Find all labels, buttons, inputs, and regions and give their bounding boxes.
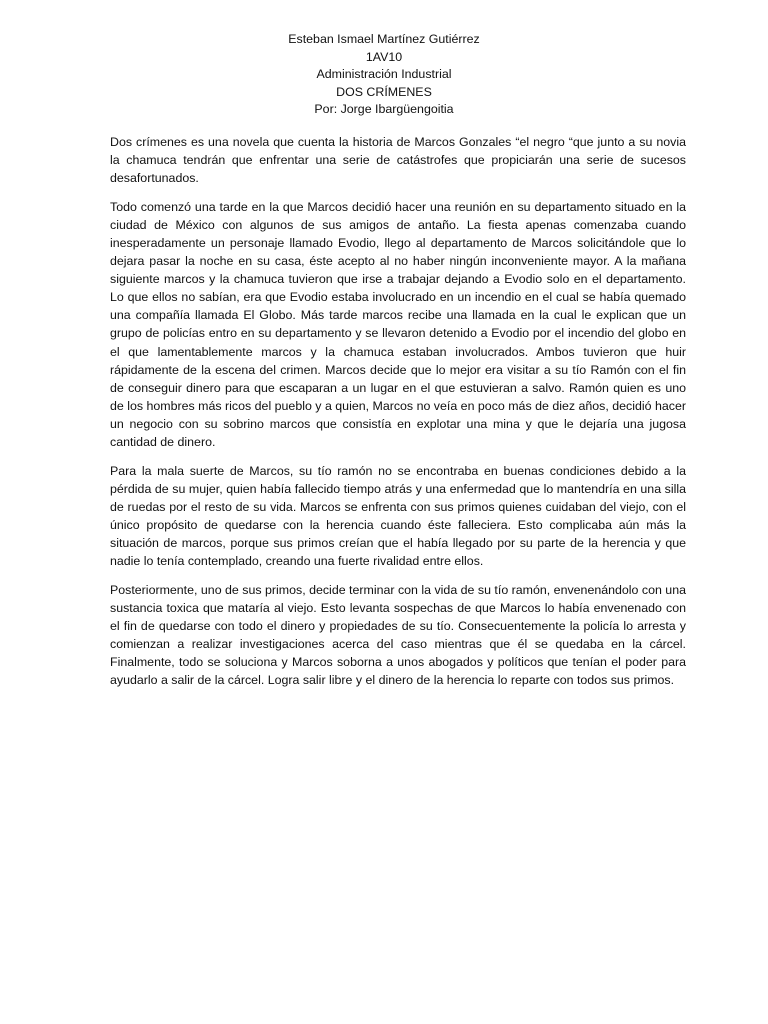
group-code: 1AV10 <box>365 49 403 64</box>
document-header <box>0 31 768 119</box>
paragraph-1: Dos crímenes es una novela que cuenta la historia de Marcos Gonzales “el negro “que junto a su novia la chamuca tendrán que enfrentar una serie de catástrofes que propiciarán una serie de sucesos desafortunados. <box>110 135 686 186</box>
program-name: Administración Industrial <box>316 67 452 81</box>
document-title: DOS CRÍMENES <box>336 84 432 99</box>
document-body <box>110 133 686 700</box>
paragraph-2: Todo comenzó una tarde en la que Marcos decidió hacer una reunión en su departamento situado en la ciudad de México con algunos de sus amigos de antaño. La fiesta apenas comenzaba cuando inesperadamente un personaje llamado Evodio, llego al departamento de Marcos solicitándole que lo dejara pasar la noche en su casa, éste acepto al no haber ningún inconveniente mayor. A la mañana siguiente marcos y la chamuca tuvieron que irse a trabajar dejando a Evodio solo en el departamento. Lo que ellos no sabían, era que Evodio estaba involucrado en un incendio en el cual se había quemado una compañía llamada El Globo. Más tarde marcos recibe una llamada en la cual le explican que un grupo de policías entro en su departamento y se llevaron detenido a Evodio por el incendio del globo en el que lamentablemente marcos y la chamuca estaban involucrados. Ambos tuvieron que huir rápidamente de la escena del crimen. Marcos decide que lo mejor era visitar a su tío Ramón con el fin de conseguir dinero para que escaparan a un lugar en el que estuvieran a salvo. Ramón quien es uno de los hombres más ricos del pueblo y a quien, Marcos no veía en poco más de diez años, decidió hacer un negocio con su sobrino marcos que consistía en explotar una mina y que le dejaría una jugosa cantidad de dinero. <box>110 200 686 449</box>
paragraph-3: Para la mala suerte de Marcos, su tío ramón no se encontraba en buenas condiciones debido a la pérdida de su mujer, quien había fallecido tiempo atrás y una enfermedad que lo mantendría en una silla de ruedas por el resto de su vida. Marcos se enfrenta con sus primos quienes cuidaban del viejo, con el único propósito de quedarse con la herencia cuando éste falleciera. Esto complicaba aún más la situación de marcos, porque sus primos creían que el había llegado por su parte de la herencia y que nadie lo tenía contemplado, creando una fuerte rivalidad entre ellos. <box>110 463 686 569</box>
author-name: Esteban Ismael Martínez Gutiérrez <box>288 32 480 46</box>
paragraph-4: Posteriormente, uno de sus primos, decide terminar con la vida de su tío ramón, envenenándolo con una sustancia toxica que mataría al viejo. Esto levanta sospechas de que Marcos lo había envenenado con el fin de quedarse con todo el dinero y propiedades de su tío. Consecuentemente la policía lo arresta y comienzan a realizar investigaciones acerca del caso mientras que él se quedaba en la cárcel. Finalmente, todo se soluciona y Marcos soborna a unos abogados y políticos que tenían el poder para ayudarlo a salir de la cárcel. Logra salir libre y el dinero de la herencia lo reparte con todos sus primos. <box>110 583 686 688</box>
document-byline: Por: Jorge Ibargüengoitia <box>314 102 454 116</box>
